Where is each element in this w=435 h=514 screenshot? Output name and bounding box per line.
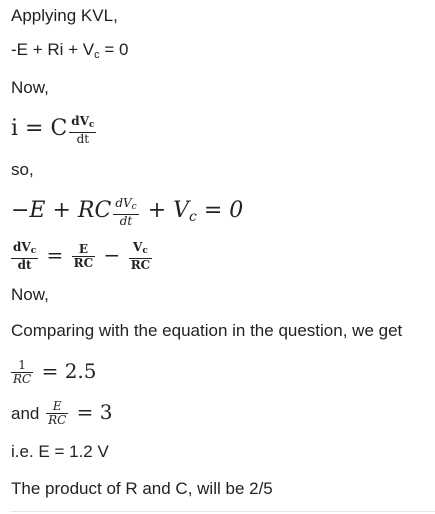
frac-num: E — [52, 399, 62, 413]
rc-eq-plus-v: + V — [140, 198, 190, 223]
one-over-rc-equation — [11, 353, 97, 389]
frac-den: dt — [76, 132, 90, 146]
frac-den: dt — [119, 214, 133, 228]
kvl-eq-sub: c — [94, 49, 100, 61]
now-label-2: Now, — [11, 285, 49, 304]
frac-den: RC — [73, 256, 94, 270]
vc-over-rc-fraction — [129, 241, 153, 272]
current-eq-lhs: i = C — [11, 116, 68, 141]
rc-equation — [11, 193, 243, 235]
kvl-equation — [11, 40, 128, 65]
equals-sign: = — [40, 243, 70, 267]
e-over-rc-fraction — [72, 243, 96, 270]
frac-num: dV — [13, 240, 31, 254]
and-label: and — [11, 404, 45, 423]
derivative-equation — [11, 237, 154, 273]
frac-num: dV — [115, 196, 132, 210]
frac-num: dV — [71, 114, 89, 128]
rc-eq-equals: = 0 — [196, 198, 244, 223]
one-over-rc-fraction — [11, 359, 33, 386]
rc-eq-sub: c — [189, 209, 197, 225]
minus-sign: − — [97, 243, 127, 267]
frac-num: 1 — [18, 358, 26, 372]
kvl-eq-right: = 0 — [99, 40, 129, 59]
rc-eq-lhs: −E + RC — [11, 198, 112, 223]
comparing-text: Comparing with the equation in the question, we get — [11, 321, 403, 340]
e-over-rc-value: = 3 — [70, 400, 113, 424]
dvc-dt-fraction-3 — [11, 241, 38, 272]
current-equation — [11, 112, 98, 147]
frac-num: V — [133, 240, 143, 254]
one-over-rc-value: = 2.5 — [35, 359, 97, 383]
frac-num: E — [78, 242, 89, 256]
frac-num-sub: c — [89, 120, 95, 130]
e-over-rc-fraction-2 — [46, 400, 68, 427]
so-label: so, — [11, 160, 34, 179]
frac-num-sub: c — [30, 246, 37, 256]
frac-num-sub: c — [142, 246, 148, 256]
kvl-intro: Applying KVL, — [11, 6, 118, 25]
frac-den: RC — [48, 413, 67, 427]
e-value: i.e. E = 1.2 V — [11, 442, 109, 461]
e-over-rc-equation — [11, 394, 113, 432]
now-label-1: Now, — [11, 78, 49, 97]
frac-den: dt — [17, 258, 32, 272]
frac-num-sub: c — [131, 202, 137, 212]
dvc-dt-fraction — [69, 115, 96, 146]
kvl-eq-left: -E + Ri + V — [11, 40, 95, 59]
frac-den: RC — [13, 372, 32, 386]
rc-product-conclusion: The product of R and C, will be 2/5 — [11, 479, 273, 498]
frac-den: RC — [130, 258, 151, 272]
divider — [11, 511, 435, 512]
dvc-dt-fraction-2 — [113, 197, 138, 228]
